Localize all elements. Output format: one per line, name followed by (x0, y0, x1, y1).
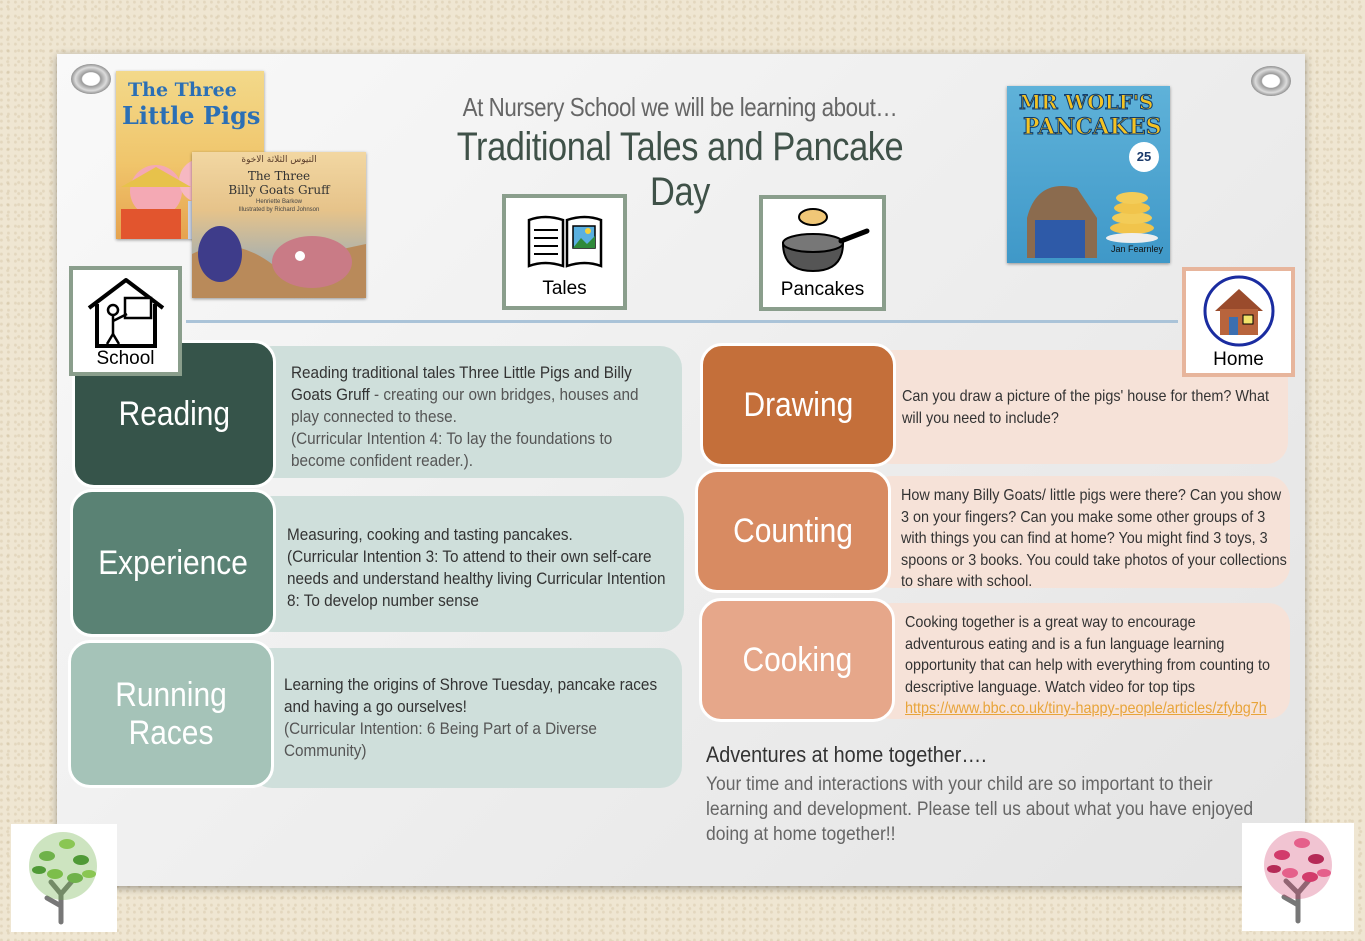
page-title: Traditional Tales and Pancake Day (456, 125, 904, 214)
reading-main-text: Reading traditional tales Three Little Pigs and Billy Goats Gruff (291, 363, 632, 404)
school-pictogram (69, 266, 182, 376)
book-title-line2: PANCAKES (1023, 114, 1162, 140)
house-icon (1201, 275, 1277, 347)
cooking-description (905, 612, 1274, 720)
reading-intention-note: (Curricular Intention 4: To lay the foundations to become confident reader.). (291, 429, 613, 470)
frying-pan-icon (775, 203, 871, 277)
experience-heading: Experience (70, 489, 276, 637)
book-title-line2: Billy Goats Gruff (228, 183, 330, 197)
reading-description (291, 362, 660, 472)
drawing-heading: Drawing (700, 343, 896, 467)
running-main-text: Learning the origins of Shrove Tuesday, pancake races and having a go ourselves! (284, 675, 658, 716)
tree-logo-left (11, 824, 117, 932)
cooking-text: Cooking together is a great way to encourage adventurous eating and is a fun language learning opportunity that can help with everything from counting to descriptive language. Watch video for top tips (905, 614, 1271, 696)
green-tree-icon (11, 824, 117, 932)
running-intention-note: (Curricular Intention: 6 Being Part of a Diverse Community) (284, 719, 597, 760)
book-title-line1: The Three (247, 169, 311, 183)
goat-troll-illustration (192, 214, 366, 298)
bbc-tiny-happy-people-link[interactable]: https://www.bbc.co.uk/tiny-happy-people/articles/zfybg7h (905, 700, 1267, 717)
tree-logo-right (1242, 823, 1354, 931)
drawing-description: Can you draw a picture of the pigs' house for them? What will you need to include? (902, 388, 1269, 427)
pink-tree-icon (1242, 823, 1354, 931)
adventures-body: Your time and interactions with your child are so important to their learning and development. Please tell us about what you have enjoyed doing at home together!! (706, 774, 1254, 845)
page-subtitle: At Nursery School we will be learning about… (462, 92, 898, 122)
book-arabic-title: التيوس الثلاثة الاخوة (241, 155, 317, 165)
counting-description: How many Billy Goats/ little pigs were there? Can you show 3 on your fingers? Can you make some other groups of 3 with things you can find at home? You might find 3 toys, 3 spoons or 3 books. You could take photos of your collections to share with school. (901, 487, 1287, 590)
book-cover-mr-wolfs-pancakes (1007, 86, 1170, 263)
book-title-line1: The Three (128, 79, 237, 101)
book-author: Jan Fearnley (1111, 244, 1164, 254)
open-book-icon (525, 210, 605, 270)
grommet-left (71, 64, 111, 94)
running-description (284, 674, 673, 762)
experience-description (287, 524, 676, 612)
reading-extra-text: - creating our own bridges, houses and play connected to these. (291, 385, 639, 426)
pancakes-label: Pancakes (780, 279, 865, 300)
school-building-icon (83, 274, 169, 350)
pancakes-pictogram (759, 195, 886, 311)
school-label: School (96, 348, 155, 369)
cooking-heading: Cooking (699, 598, 895, 722)
book-illustrator: Illustrated by Richard Johnson (238, 207, 320, 213)
tales-label: Tales (542, 278, 587, 299)
book-title-line2: Little Pigs (122, 101, 261, 130)
book-title-line1: MR WOLF'S (1019, 90, 1154, 114)
grommet-right (1251, 66, 1291, 96)
experience-intention-note: (Curricular Intention 3: To attend to their own self-care needs and understand healthy living Curricular Intention 8: To develop number sense (287, 547, 666, 610)
wolf-illustration (1007, 158, 1170, 258)
tales-pictogram (502, 194, 627, 310)
home-pictogram (1182, 267, 1295, 377)
reading-heading: Reading (72, 340, 276, 488)
experience-main-text: Measuring, cooking and tasting pancakes. (287, 525, 573, 544)
book-cover-billy-goats-gruff (192, 152, 366, 298)
counting-heading: Counting (695, 469, 891, 593)
section-divider (186, 320, 1178, 323)
book-author: Henriette Barkow (255, 199, 303, 205)
running-races-heading: Running Races (68, 640, 274, 788)
adventures-title: Adventures at home together…. (706, 742, 987, 767)
home-label: Home (1213, 349, 1264, 370)
anniversary-badge: 25 (1129, 142, 1159, 172)
